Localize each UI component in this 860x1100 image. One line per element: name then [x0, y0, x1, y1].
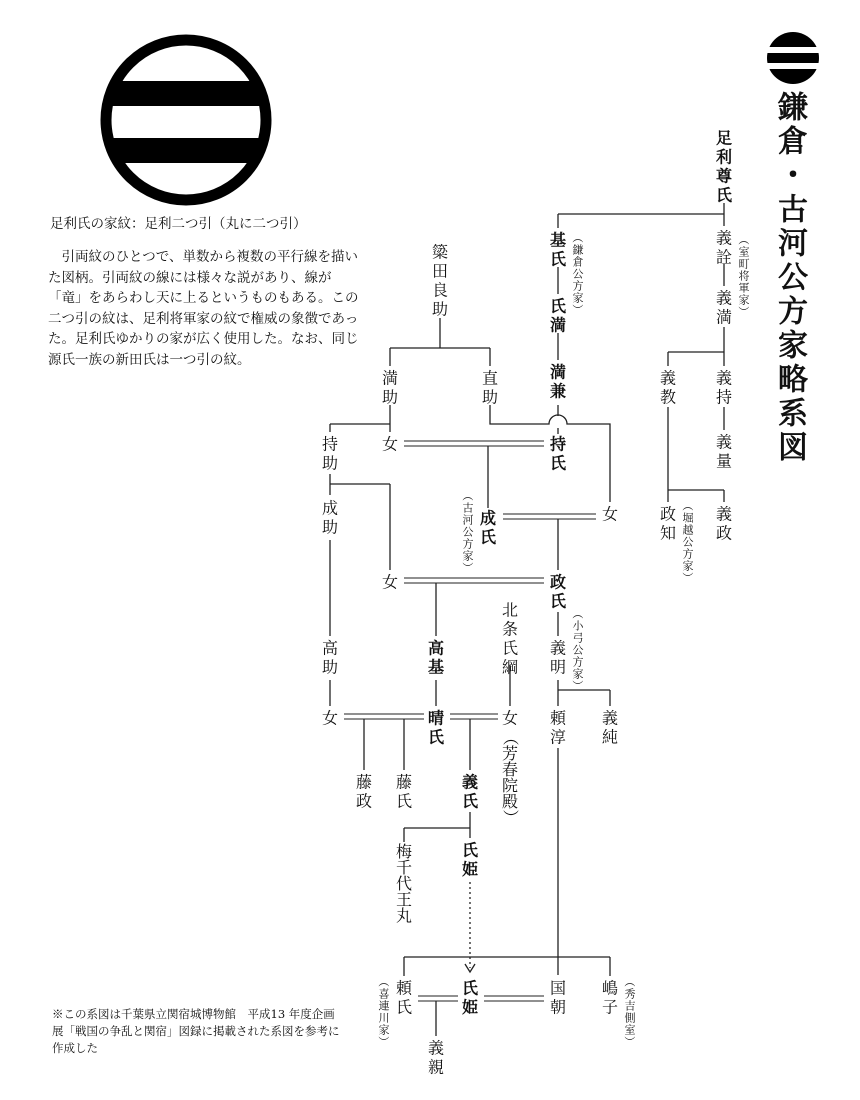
svg-text:）: ） [623, 1036, 637, 1047]
person-mitsukane [550, 363, 566, 401]
person-yoshizumi [602, 709, 618, 747]
svg-text:）: ） [377, 1036, 391, 1047]
person-yoshimasa [716, 505, 732, 543]
svg-text:公: 公 [778, 260, 808, 296]
svg-text:方: 方 [572, 655, 584, 669]
svg-text:将: 将 [738, 269, 750, 283]
person-umechiyo [396, 842, 412, 925]
svg-text:鎌: 鎌 [572, 243, 584, 257]
svg-text:基: 基 [427, 657, 445, 677]
svg-text:女: 女 [501, 708, 519, 728]
svg-text:丸: 丸 [395, 906, 413, 926]
note-muromachi [737, 234, 750, 317]
person-mitsusuke [382, 369, 398, 407]
svg-text:氏: 氏 [461, 978, 479, 998]
svg-text:（: （ [571, 608, 585, 619]
person-takauji [716, 129, 733, 205]
svg-text:姫: 姫 [461, 859, 479, 879]
svg-text:淳: 淳 [549, 727, 567, 747]
svg-text:（: （ [377, 976, 391, 987]
ashikaga-crest-icon [100, 40, 272, 200]
svg-text:千: 千 [395, 858, 413, 878]
svg-text:）: ） [681, 572, 695, 583]
svg-text:明: 明 [549, 657, 567, 677]
svg-text:満: 満 [715, 307, 733, 327]
svg-text:満: 満 [381, 368, 399, 388]
svg-text:晴: 晴 [427, 708, 445, 728]
svg-text:方: 方 [682, 547, 694, 561]
svg-text:助: 助 [321, 657, 339, 677]
person-yoshimitsu [716, 289, 732, 327]
person-ujihime [462, 841, 479, 879]
person-shimako [602, 979, 618, 1017]
svg-text:春: 春 [501, 759, 519, 779]
svg-text:（: （ [571, 232, 585, 243]
svg-text:義: 義 [659, 368, 677, 388]
person-takasuke [322, 639, 338, 677]
svg-text:）: ） [500, 809, 520, 826]
svg-text:軍: 軍 [738, 281, 750, 295]
svg-text:河: 河 [462, 513, 474, 527]
svg-text:氏: 氏 [549, 453, 567, 473]
person-onna4 [322, 709, 338, 728]
svg-text:持: 持 [321, 434, 339, 454]
svg-text:越: 越 [682, 523, 694, 537]
note-koga [461, 490, 474, 573]
person-kunitomo [550, 979, 566, 1017]
svg-text:）: ） [571, 304, 585, 315]
svg-text:姫: 姫 [461, 997, 479, 1017]
svg-text:氏: 氏 [501, 638, 519, 658]
svg-text:嶋: 嶋 [601, 978, 619, 998]
svg-text:氏: 氏 [395, 791, 413, 811]
svg-text:室: 室 [624, 1023, 636, 1037]
svg-text:方: 方 [778, 294, 808, 330]
crest-caption: 足利氏の家紋：足利二つ引（丸に二つ引） [50, 216, 307, 232]
note-kamakura [571, 232, 584, 315]
svg-text:助: 助 [321, 517, 339, 537]
person-mochiuji [550, 435, 567, 473]
svg-text:高: 高 [321, 638, 339, 658]
svg-text:利: 利 [715, 147, 733, 167]
svg-text:政: 政 [659, 504, 677, 524]
svg-text:小: 小 [572, 619, 584, 633]
note-hideyoshi [623, 976, 636, 1047]
svg-text:基: 基 [549, 230, 567, 250]
svg-text:院: 院 [501, 775, 519, 795]
person-yoshimochi [716, 369, 732, 407]
futatsu-biki-badge-icon [765, 32, 821, 84]
svg-text:満: 満 [549, 362, 567, 382]
svg-text:藤: 藤 [355, 772, 373, 792]
svg-text:略: 略 [778, 362, 808, 398]
svg-text:頼: 頼 [395, 978, 413, 998]
note-oyumi [571, 608, 584, 691]
svg-text:倉: 倉 [778, 124, 808, 160]
note-horigoe [681, 500, 694, 583]
svg-text:吉: 吉 [624, 999, 636, 1013]
svg-text:家: 家 [572, 291, 584, 305]
svg-text:兼: 兼 [549, 381, 567, 401]
svg-text:藤: 藤 [395, 772, 413, 792]
svg-text:（: （ [500, 729, 520, 746]
person-masatomo [660, 505, 676, 543]
svg-text:助: 助 [381, 387, 399, 407]
person-yoshiuji [462, 773, 479, 811]
svg-text:助: 助 [431, 299, 449, 319]
svg-text:純: 純 [601, 727, 619, 747]
persons [322, 129, 733, 1077]
svg-text:梅: 梅 [395, 842, 413, 862]
svg-text:家: 家 [778, 328, 808, 364]
svg-text:家: 家 [378, 1023, 390, 1037]
person-mochisuke [322, 435, 338, 473]
svg-text:公: 公 [462, 525, 474, 539]
svg-text:政: 政 [355, 791, 373, 811]
svg-text:町: 町 [738, 257, 750, 271]
svg-text:弓: 弓 [572, 631, 584, 645]
person-yoshinori [660, 369, 676, 407]
person-yoshiaki [550, 639, 566, 677]
svg-text:田: 田 [431, 261, 449, 281]
svg-text:女: 女 [381, 434, 399, 454]
person-ryosuke [432, 243, 449, 319]
svg-text:氏: 氏 [395, 997, 413, 1017]
svg-text:（: （ [737, 234, 751, 245]
person-shigeuji [480, 509, 497, 547]
svg-text:子: 子 [601, 997, 619, 1017]
svg-text:詮: 詮 [715, 247, 733, 267]
svg-text:公: 公 [572, 643, 584, 657]
person-shigesuke [322, 499, 338, 537]
svg-text:古: 古 [462, 501, 474, 515]
svg-text:堀: 堀 [682, 511, 694, 525]
chart-title [777, 91, 809, 466]
svg-text:（: （ [623, 976, 637, 987]
svg-text:倉: 倉 [572, 255, 584, 269]
person-motouji [550, 231, 567, 269]
person-onna3 [382, 573, 398, 592]
svg-text:持: 持 [549, 434, 567, 454]
svg-text:簗: 簗 [431, 242, 449, 262]
svg-text:綱: 綱 [501, 657, 519, 677]
person-masauji [550, 573, 567, 611]
svg-text:成: 成 [479, 508, 497, 528]
source-note: ※この系図は千葉県立関宿城博物館 平成13 年度企画展「戦国の争乱と関宿」図録に掲載された系図を参考に作成した [52, 1007, 340, 1055]
svg-text:鎌: 鎌 [778, 90, 808, 126]
svg-text:義: 義 [715, 432, 733, 452]
svg-text:女: 女 [601, 504, 619, 524]
person-yoshikazu [716, 433, 732, 471]
svg-text:図: 図 [778, 430, 808, 466]
lineage-lines [330, 203, 724, 1036]
svg-text:（: （ [681, 500, 695, 511]
svg-text:氏: 氏 [549, 249, 567, 269]
svg-text:良: 良 [431, 280, 449, 300]
person-takamoto [428, 639, 444, 677]
svg-text:）: ） [737, 306, 751, 317]
svg-text:義: 義 [715, 288, 733, 308]
person-onna1 [382, 435, 398, 454]
svg-text:教: 教 [659, 387, 677, 407]
svg-text:氏: 氏 [549, 591, 567, 611]
svg-text:室: 室 [738, 245, 750, 259]
svg-text:河: 河 [778, 226, 808, 262]
person-yorizumi [550, 709, 567, 747]
svg-text:足: 足 [715, 128, 733, 148]
person-fujimasa [356, 773, 372, 811]
svg-text:喜: 喜 [378, 987, 390, 1001]
person-yoriuji [396, 979, 413, 1017]
svg-text:国: 国 [549, 978, 567, 998]
svg-text:知: 知 [659, 523, 677, 543]
svg-text:氏: 氏 [549, 296, 567, 316]
svg-text:家: 家 [682, 559, 694, 573]
person-ujimitsu [550, 297, 567, 335]
svg-text:政: 政 [549, 572, 567, 592]
svg-text:代: 代 [395, 874, 413, 894]
svg-text:義: 義 [549, 638, 567, 658]
svg-text:義: 義 [427, 1038, 445, 1058]
note-hoshunin [501, 729, 520, 825]
svg-text:王: 王 [395, 890, 413, 910]
svg-text:直: 直 [481, 368, 499, 388]
svg-text:成: 成 [321, 498, 339, 518]
svg-text:親: 親 [427, 1057, 445, 1077]
svg-text:殿: 殿 [501, 791, 519, 811]
person-onna2 [602, 505, 618, 524]
svg-text:北: 北 [501, 600, 519, 620]
svg-text:古: 古 [778, 192, 808, 228]
svg-text:氏: 氏 [461, 840, 479, 860]
svg-text:家: 家 [738, 293, 750, 307]
person-onna-hoshun [502, 709, 518, 728]
svg-text:義: 義 [715, 504, 733, 524]
person-ujitsuna [502, 601, 518, 677]
svg-text:頼: 頼 [549, 708, 567, 728]
svg-text:朝: 朝 [549, 997, 567, 1017]
svg-text:氏: 氏 [479, 527, 497, 547]
svg-text:氏: 氏 [715, 185, 733, 205]
svg-text:公: 公 [682, 535, 694, 549]
svg-text:義: 義 [715, 368, 733, 388]
svg-text:条: 条 [501, 619, 519, 639]
svg-text:芳: 芳 [501, 743, 519, 763]
svg-text:系: 系 [778, 396, 808, 432]
svg-text:）: ） [571, 680, 585, 691]
svg-text:政: 政 [715, 523, 733, 543]
svg-text:女: 女 [381, 572, 399, 592]
svg-text:満: 満 [549, 315, 567, 335]
svg-text:秀: 秀 [624, 987, 636, 1001]
person-haruuji [428, 709, 445, 747]
svg-text:・: ・ [778, 158, 808, 194]
svg-text:方: 方 [572, 279, 584, 293]
person-fujiuji [396, 773, 412, 811]
svg-text:（: （ [461, 490, 475, 501]
svg-text:氏: 氏 [427, 727, 445, 747]
svg-text:量: 量 [715, 451, 733, 471]
person-yoshichika [428, 1039, 444, 1077]
svg-text:助: 助 [321, 453, 339, 473]
svg-text:氏: 氏 [461, 791, 479, 811]
svg-text:持: 持 [715, 387, 733, 407]
svg-text:家: 家 [572, 667, 584, 681]
svg-text:尊: 尊 [715, 166, 733, 186]
svg-text:側: 側 [624, 1011, 636, 1025]
person-ujihime2 [462, 979, 479, 1017]
svg-text:）: ） [461, 562, 475, 573]
svg-text:方: 方 [462, 537, 474, 551]
svg-text:公: 公 [572, 267, 584, 281]
svg-text:義: 義 [461, 772, 479, 792]
svg-text:川: 川 [378, 1011, 390, 1025]
svg-text:義: 義 [601, 708, 619, 728]
crest-description: 引両紋のひとつで、単数から複数の平行線を描いた図柄。引両紋の線には様々な説があり、線が「竜」をあらわし天に上るというものもある。この二つ引の紋は、足利将軍家の紋で権威の象徴であった。足利氏ゆかりの家が広く使用した。なお、同じ源氏一族の新田氏は一つ引の紋。 [48, 249, 359, 368]
svg-text:助: 助 [481, 387, 499, 407]
svg-text:義: 義 [715, 228, 733, 248]
person-yoshiakira [716, 229, 732, 267]
svg-text:連: 連 [378, 999, 390, 1013]
svg-text:高: 高 [427, 638, 445, 658]
svg-text:家: 家 [462, 549, 474, 563]
note-kitsuregawa [377, 976, 390, 1047]
svg-text:女: 女 [321, 708, 339, 728]
person-naosuke [482, 369, 498, 407]
